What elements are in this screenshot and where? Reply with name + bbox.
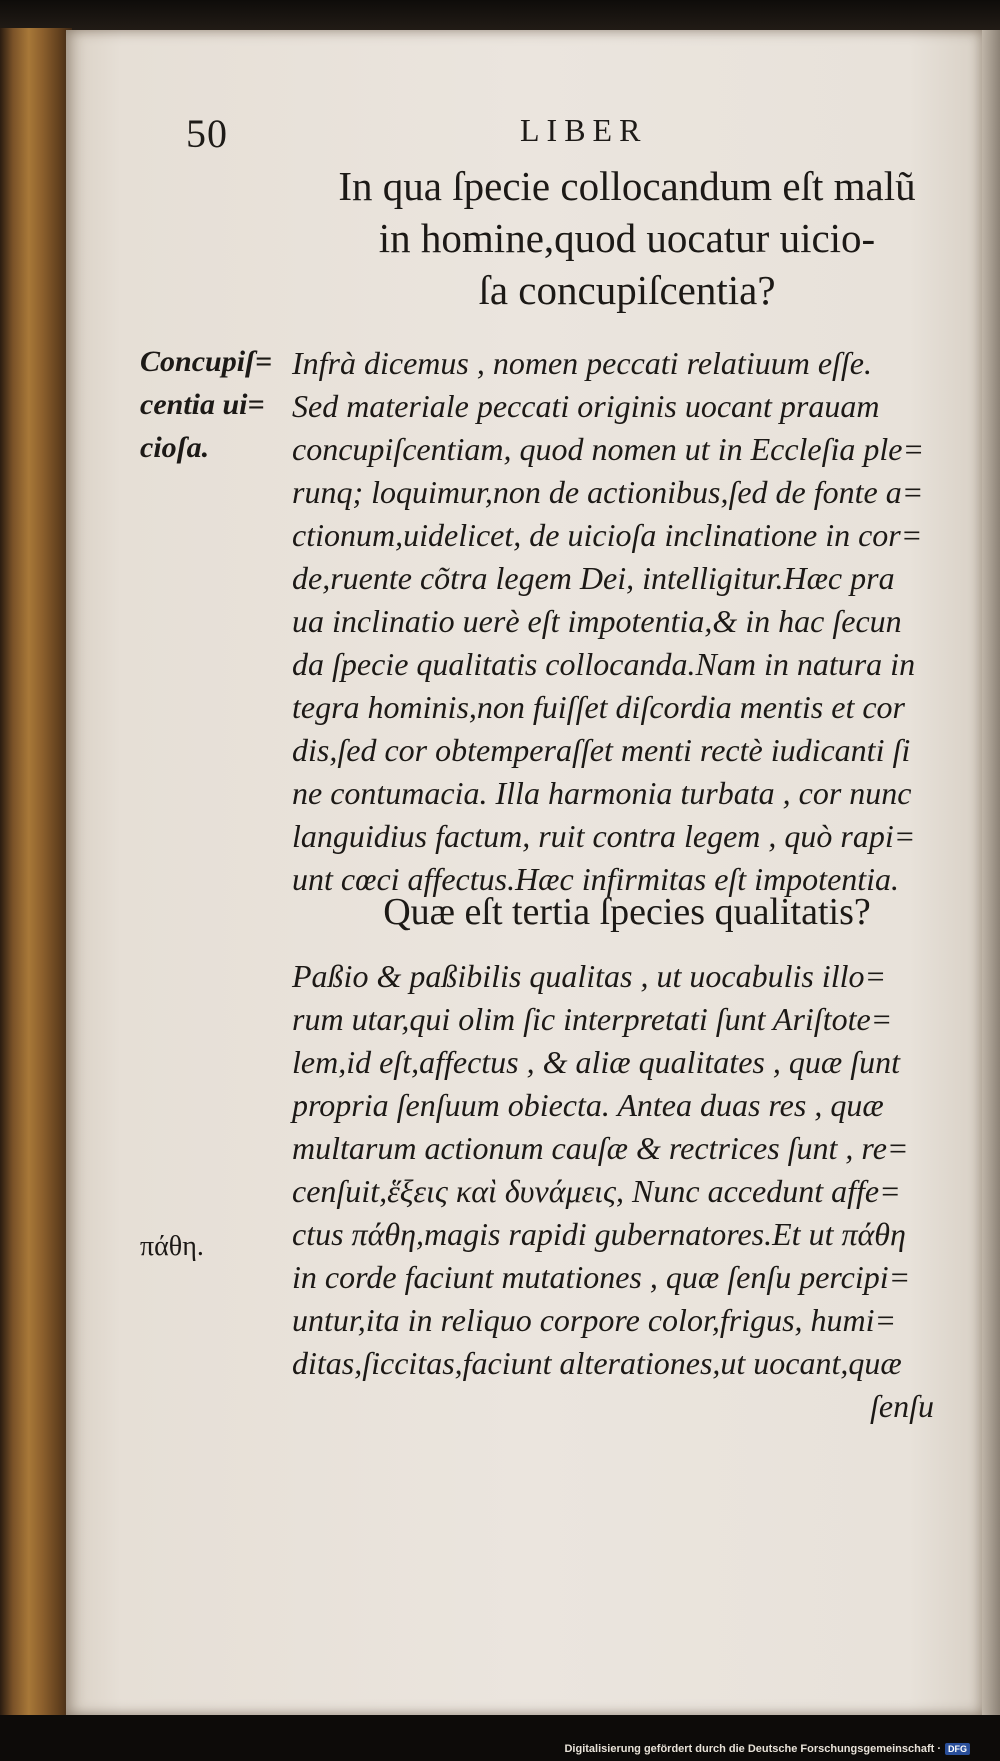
paragraph (292, 342, 956, 901)
text-line: ne contumacia. Illa harmonia turbata , cor nunc (292, 775, 912, 811)
dfg-logo: DFG (945, 1743, 970, 1755)
text-line: propria ſenſuum obiecta. Antea duas res , quæ (292, 1087, 884, 1123)
page-number: 50 (186, 111, 228, 156)
book-fore-edge (0, 28, 72, 1728)
text-line: cenſuit,ἕξεις καὶ δυνάμεις, Nunc accedunt affe= (292, 1173, 901, 1209)
paragraph (292, 955, 956, 1428)
heading-line: In qua ſpecie collocandum eſt malũ (338, 163, 916, 209)
page-stack-edge (982, 30, 1000, 1715)
text-line: ctionum,uidelicet, de uicioſa inclinatione in cor= (292, 517, 923, 553)
heading-line: ſa concupiſcentia? (478, 267, 776, 313)
text-line: Sed materiale peccati originis uocant prauam (292, 388, 880, 424)
text-line: Infrà dicemus , nomen peccati relatiuum eſſe. (292, 345, 872, 381)
text-line: ditas,ſiccitas,faciunt alterationes,ut uocant,quæ (292, 1345, 902, 1381)
heading-line: in homine,quod uocatur uicio- (378, 215, 876, 261)
text-line: concupiſcentiam, quod nomen ut in Eccleſia ple= (292, 431, 925, 467)
text-line: in corde faciunt mutationes , quæ ſenſu percipi= (292, 1259, 911, 1295)
text-line: runq; loquimur,non de actionibus,ſed de fonte a= (292, 474, 924, 510)
text-line: ſenſu (870, 1388, 934, 1424)
text-line: ua inclinatio uerè eſt impotentia,& in hac ſecun (292, 603, 902, 639)
scan-background-bottom (0, 1715, 1000, 1761)
text-line: de,ruente cõtra legem Dei, intelligitur.Hæc pra (292, 560, 895, 596)
text-line: tegra hominis,non fuiſſet diſcordia mentis et cor (292, 689, 905, 725)
section-heading (282, 160, 972, 316)
marginal-line: centia ui= (140, 388, 265, 421)
text-line: rum utar,qui olim ſic interpretati ſunt Ariſtote= (292, 1001, 893, 1037)
running-head: LIBER (520, 112, 648, 148)
text-line: untur,ita in reliquo corpore color,frigus, humi= (292, 1302, 897, 1338)
digitization-credit (564, 1743, 970, 1755)
marginal-line: cioſa. (140, 431, 210, 464)
text-line: multarum actionum cauſæ & rectrices ſunt , re= (292, 1130, 909, 1166)
text-line: ctus πάθη,magis rapidi gubernatores.Et ut πάθη (292, 1216, 906, 1252)
text-line: unt cœci affectus.Hæc infirmitas eſt impotentia. (292, 861, 900, 897)
marginal-note (140, 340, 272, 469)
credit-text: Digitalisierung gefördert durch die Deutsche Forschungsgemeinschaft · (564, 1743, 941, 1755)
marginal-note-greek: πάθη. (140, 1231, 204, 1262)
marginal-line: Concupiſ= (140, 345, 273, 378)
text-line: da ſpecie qualitatis collocanda.Nam in natura in (292, 646, 916, 682)
subheading: Quæ eſt tertia ſpecies qualitatis? (383, 891, 871, 933)
scan-background-top (0, 0, 1000, 34)
text-line: lem,id eſt,affectus , & aliæ qualitates , quæ ſunt (292, 1044, 900, 1080)
text-line: dis,ſed cor obtemperaſſet menti rectè iudicanti ſi (292, 732, 911, 768)
text-line: languidius factum, ruit contra legem , quò rapi= (292, 818, 916, 854)
text-line: Paßio & paßibilis qualitas , ut uocabulis illo= (292, 958, 887, 994)
